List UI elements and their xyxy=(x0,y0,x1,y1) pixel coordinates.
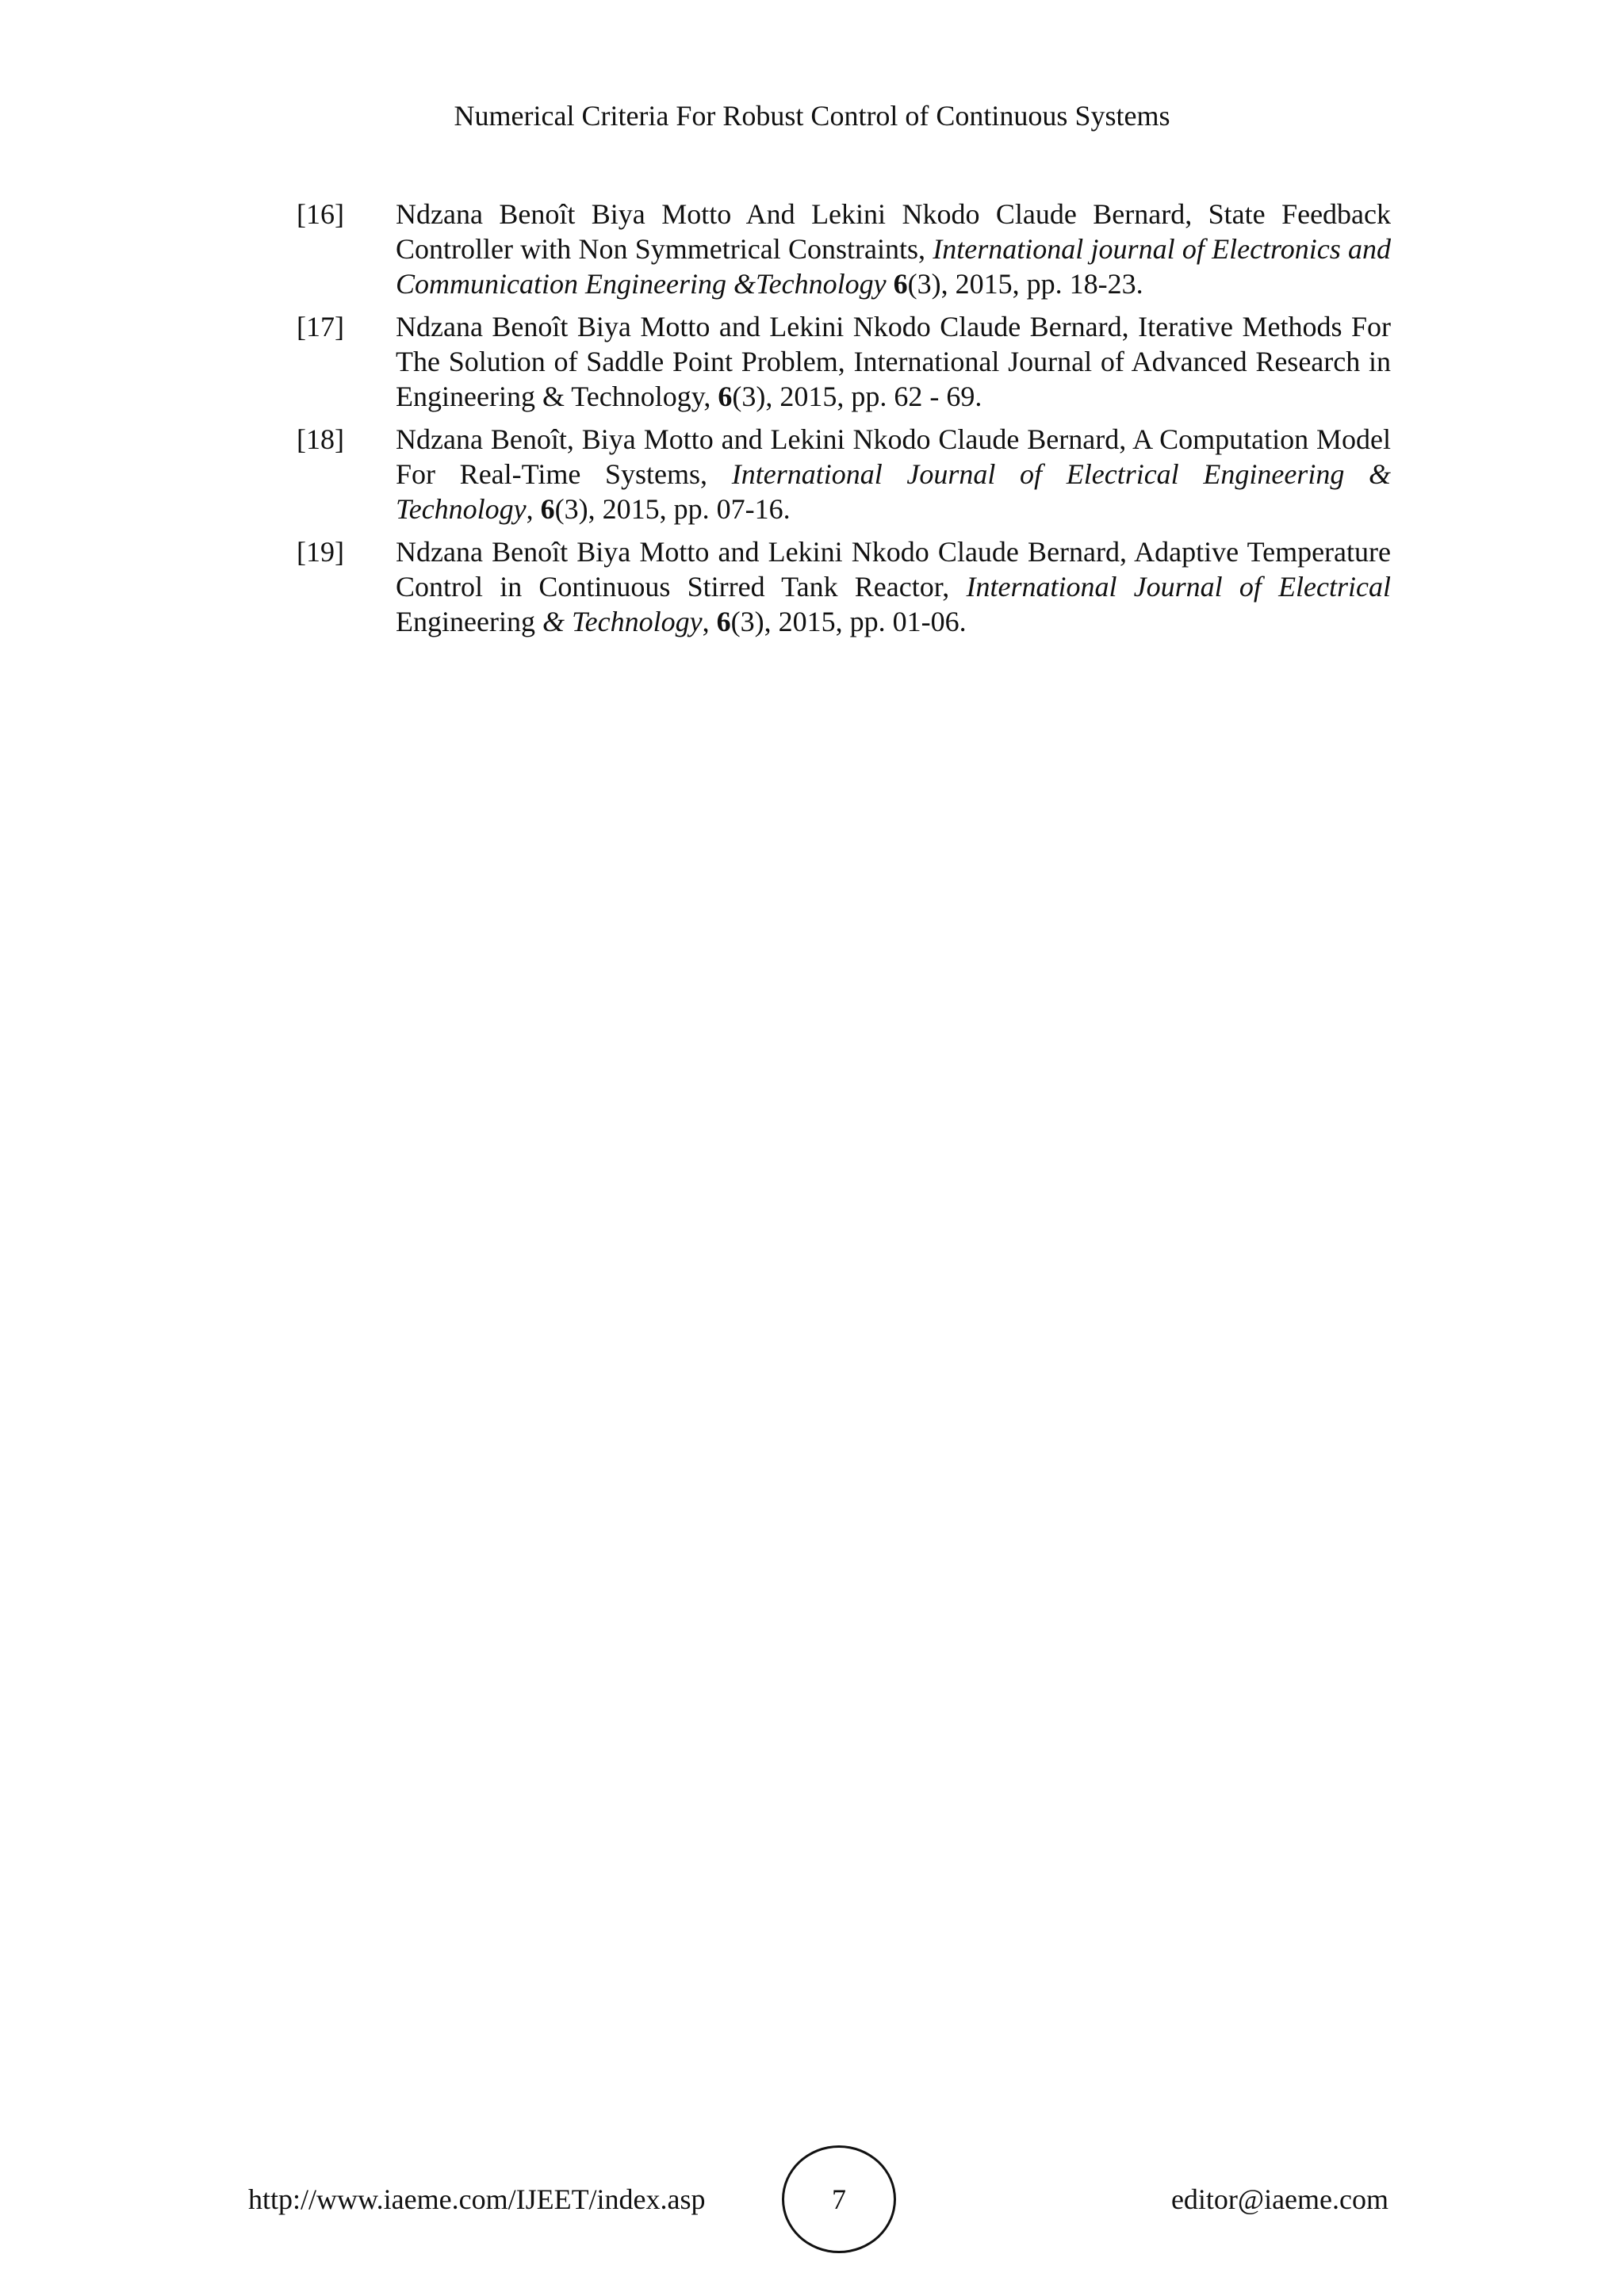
reference-text xyxy=(396,422,1391,526)
reference-segment-normal: Ndzana Benoît, Biya Motto and Lekini Nkodo Claude Bernard, A Computation Model For Real-Time Systems, xyxy=(396,423,1391,490)
footer-url-link[interactable]: http://www.iaeme.com/IJEET/index.asp xyxy=(248,2183,706,2215)
reference-number: [16] xyxy=(297,198,344,230)
reference-segment-normal: , xyxy=(702,606,717,637)
page-number: 7 xyxy=(832,2183,846,2215)
reference-segment-italic: & Technology xyxy=(542,606,703,637)
reference-item xyxy=(297,422,1391,526)
page-number-circle xyxy=(782,2145,896,2253)
reference-number: [17] xyxy=(297,311,344,342)
reference-number: [18] xyxy=(297,423,344,455)
reference-list xyxy=(297,197,1391,647)
reference-segment-bold: 6 xyxy=(893,268,908,300)
reference-item xyxy=(297,534,1391,639)
reference-segment-normal: Ndzana Benoît Biya Motto and Lekini Nkodo Claude Bernard, Adaptive Temperature Control in Continuous Stirred Tank Reactor, xyxy=(396,536,1391,603)
reference-segment-normal: (3), 2015, pp. 01-06. xyxy=(730,606,967,637)
footer-email-link[interactable]: editor@iaeme.com xyxy=(1170,2183,1388,2215)
reference-segment-normal xyxy=(887,268,894,300)
reference-segment-normal: Ndzana Benoît Biya Motto And Lekini Nkodo Claude Bernard, State Feedback Controller with Non Symmetrical Constraints, xyxy=(396,198,1391,265)
reference-segment-normal: (3), 2015, pp. 62 - 69. xyxy=(732,381,982,412)
reference-item xyxy=(297,309,1391,414)
reference-segment-normal: (3), 2015, pp. 07-16. xyxy=(554,493,791,525)
running-title: Numerical Criteria For Robust Control of Continuous Systems xyxy=(454,100,1170,132)
reference-segment-bold: 6 xyxy=(718,381,733,412)
reference-segment-normal: (3), 2015, pp. 18-23. xyxy=(907,268,1143,300)
reference-segment-bold: 6 xyxy=(716,606,731,637)
reference-segment-normal: Engineering xyxy=(396,606,542,637)
reference-segment-normal: , xyxy=(526,493,541,525)
reference-item xyxy=(297,197,1391,301)
reference-text xyxy=(396,309,1391,414)
reference-text xyxy=(396,197,1391,301)
reference-segment-italic: International journal of Electronics and Communication Engineering &Technology xyxy=(396,233,1391,300)
reference-text xyxy=(396,534,1391,639)
reference-segment-italic: International Journal of Electrical Engineering & Technology xyxy=(396,458,1391,525)
reference-segment-italic: International Journal of Electrical xyxy=(966,571,1392,603)
reference-segment-normal: Ndzana Benoît Biya Motto and Lekini Nkodo Claude Bernard, Iterative Methods For The Solution of Saddle Point Problem, International Journal of Advanced Research in Engineering & Technology, xyxy=(396,311,1391,412)
reference-segment-bold: 6 xyxy=(540,493,555,525)
reference-number: [19] xyxy=(297,536,344,568)
